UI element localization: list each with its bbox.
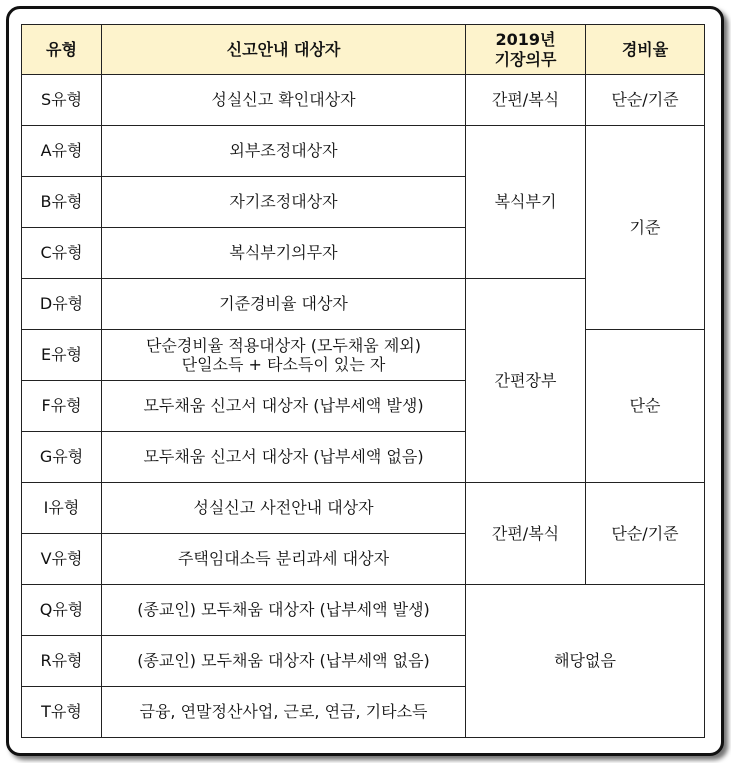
target-cell: 주택임대소득 분리과세 대상자 [102, 534, 466, 585]
target-cell: 성실신고 사전안내 대상자 [102, 483, 466, 534]
target-cell: 성실신고 확인대상자 [102, 75, 466, 126]
target-cell: 금융, 연말정산사업, 근로, 연금, 기타소득 [102, 687, 466, 738]
target-cell: 복식부기의무자 [102, 228, 466, 279]
header-duty-label: 기장의무 [494, 49, 557, 69]
rate-cell-efg: 단순 [586, 330, 705, 483]
type-cell: G유형 [22, 432, 102, 483]
type-cell: Q유형 [22, 585, 102, 636]
duty-cell-iv: 간편/복식 [466, 483, 586, 585]
type-cell: V유형 [22, 534, 102, 585]
type-cell: B유형 [22, 177, 102, 228]
type-cell: R유형 [22, 636, 102, 687]
type-cell: C유형 [22, 228, 102, 279]
header-rate: 경비율 [586, 25, 705, 75]
target-cell: 기준경비율 대상자 [102, 279, 466, 330]
type-cell: F유형 [22, 381, 102, 432]
type-cell: I유형 [22, 483, 102, 534]
header-target: 신고안내 대상자 [102, 25, 466, 75]
table-row [22, 75, 705, 126]
target-cell: 모두채움 신고서 대상자 (납부세액 없음) [102, 432, 466, 483]
duty-cell-abc: 복식부기 [466, 126, 586, 279]
header-row [22, 25, 705, 75]
table-row [22, 330, 705, 381]
duty-cell-defg: 간편장부 [466, 279, 586, 483]
duty-rate-cell-qrt: 해당없음 [466, 585, 705, 738]
table-row [22, 126, 705, 177]
table-row [22, 585, 705, 636]
rate-cell-s: 단순/기준 [586, 75, 705, 126]
table-row [22, 483, 705, 534]
header-type: 유형 [22, 25, 102, 75]
rate-cell-abcd: 기준 [586, 126, 705, 330]
target-cell: (종교인) 모두채움 대상자 (납부세액 없음) [102, 636, 466, 687]
target-line-1: 단순경비율 적용대상자 (모두채움 제외) [145, 335, 422, 355]
type-cell: E유형 [22, 330, 102, 381]
rate-cell-iv: 단순/기준 [586, 483, 705, 585]
type-cell: D유형 [22, 279, 102, 330]
target-cell: 자기조정대상자 [102, 177, 466, 228]
header-duty [466, 25, 586, 75]
header-duty-year: 2019년 [495, 30, 556, 50]
target-cell: (종교인) 모두채움 대상자 (납부세액 발생) [102, 585, 466, 636]
type-cell: T유형 [22, 687, 102, 738]
type-cell: A유형 [22, 126, 102, 177]
duty-cell-s: 간편/복식 [466, 75, 586, 126]
target-cell: 외부조정대상자 [102, 126, 466, 177]
target-cell [102, 330, 466, 381]
target-line-2: 단일소득 + 타소득이 있는 자 [181, 355, 386, 374]
target-cell: 모두채움 신고서 대상자 (납부세액 발생) [102, 381, 466, 432]
tax-filing-type-table [21, 24, 705, 738]
type-cell: S유형 [22, 75, 102, 126]
